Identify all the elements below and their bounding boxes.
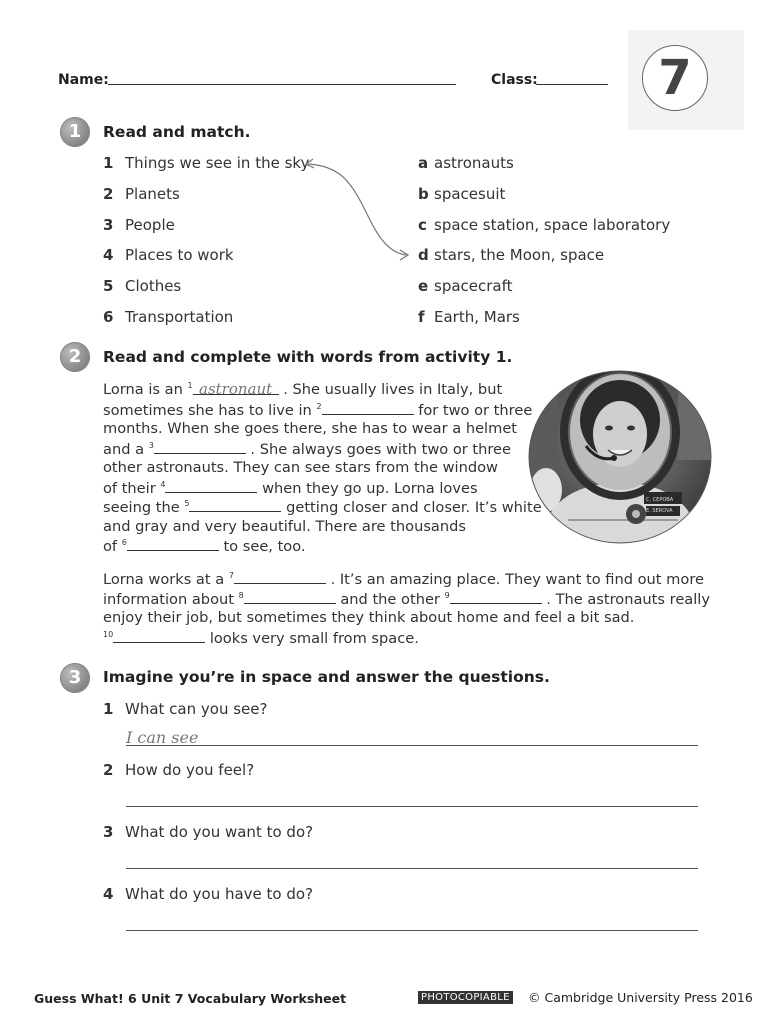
activity-3-title: Imagine you’re in space and answer the questions.	[103, 668, 550, 686]
photocopiable-badge: PHOTOCOPIABLE	[418, 991, 513, 1004]
footer-title: Guess What! 6 Unit 7 Vocabulary Worksheet	[34, 991, 347, 1006]
match-left-item: 2 Planets	[103, 185, 180, 203]
blank-6[interactable]	[127, 536, 219, 551]
example-answer: I can see	[126, 728, 199, 747]
question-item: 3 What do you want to do?	[103, 823, 314, 841]
class-label: Class:	[491, 72, 538, 88]
paragraph-2-line: enjoy their job, but sometimes they think about home and feel a bit sad.	[103, 609, 635, 626]
match-right-item: a astronauts	[418, 154, 514, 172]
match-right-item: f Earth, Mars	[418, 308, 520, 326]
activity-1-badge: 1	[60, 117, 90, 147]
answer-line-1[interactable]	[126, 744, 698, 746]
name-label: Name:	[58, 72, 109, 88]
paragraph-2-line: information about $^8$ and the other $^9$ . The astronauts really	[103, 590, 710, 608]
activity-1-title: Read and match.	[103, 123, 251, 141]
blank-10[interactable]	[113, 628, 205, 643]
class-field-line[interactable]	[536, 84, 608, 85]
match-arrow	[300, 152, 420, 262]
match-right-item: b spacesuit	[418, 185, 506, 203]
blank-2[interactable]	[322, 400, 414, 415]
paragraph-1-line: of $^6$ to see, too.	[103, 538, 306, 555]
paragraph-1-line: and gray and very beautiful. There are thousands	[103, 517, 466, 535]
match-left-item: 1 Things we see in the sky	[103, 154, 310, 172]
paragraph-2-line: $^{10}$ looks very small from space.	[103, 629, 419, 647]
paragraph-1-line: other astronauts. They can see stars from the window	[103, 459, 498, 476]
example-answer: astronaut	[199, 380, 273, 398]
match-right-item: c space station, space laboratory	[418, 216, 671, 234]
copyright: © Cambridge University Press 2016	[528, 990, 753, 1005]
match-right-item: e spacecraft	[418, 277, 513, 295]
answer-line-2[interactable]	[126, 805, 698, 807]
blank-3[interactable]	[154, 439, 246, 454]
activity-2-badge: 2	[60, 342, 90, 372]
patch-text: С. СЕРОВА	[646, 497, 674, 503]
paragraph-1-line: seeing the $^5$ getting closer and closer. It’s white	[103, 499, 542, 516]
paragraph-2-line: Lorna works at a $^7$ . It’s an amazing place. They want to find out more	[103, 571, 704, 588]
question-item: 1 What can you see?	[103, 700, 268, 718]
astronaut-photo	[528, 370, 712, 544]
activity-3-badge: 3	[60, 663, 90, 693]
match-left-item: 5 Clothes	[103, 277, 182, 295]
patch-text: E. SEROVA	[646, 508, 673, 514]
blank-1[interactable]	[193, 380, 279, 398]
match-right-item: d stars, the Moon, space	[418, 246, 605, 264]
paragraph-1-line: Lorna is an $^1$ astronaut . She usually lives in Italy, but	[103, 380, 503, 398]
answer-line-4[interactable]	[126, 929, 698, 931]
answer-line-3[interactable]	[126, 867, 698, 869]
match-left-item: 3 People	[103, 216, 175, 234]
paragraph-1-line: of their $^4$ when they go up. Lorna loves	[103, 479, 478, 497]
paragraph-1-line: months. When she goes there, she has to wear a helmet	[103, 420, 518, 437]
blank-4[interactable]	[165, 478, 257, 493]
blank-8[interactable]	[244, 589, 336, 604]
blank-9[interactable]	[450, 589, 542, 604]
question-item: 2 How do you feel?	[103, 761, 255, 779]
match-left-item: 4 Places to work	[103, 246, 234, 264]
match-left-item: 6 Transportation	[103, 308, 234, 326]
name-field-line[interactable]	[108, 84, 456, 85]
unit-number-badge: 7	[642, 45, 708, 111]
blank-5[interactable]	[189, 497, 281, 512]
activity-2-title: Read and complete with words from activity 1.	[103, 348, 513, 366]
paragraph-1-line: sometimes she has to live in $^2$ for two or three	[103, 401, 533, 419]
blank-7[interactable]	[234, 569, 326, 584]
paragraph-1-line: and a $^3$ . She always goes with two or three	[103, 440, 511, 458]
question-item: 4 What do you have to do?	[103, 885, 314, 903]
